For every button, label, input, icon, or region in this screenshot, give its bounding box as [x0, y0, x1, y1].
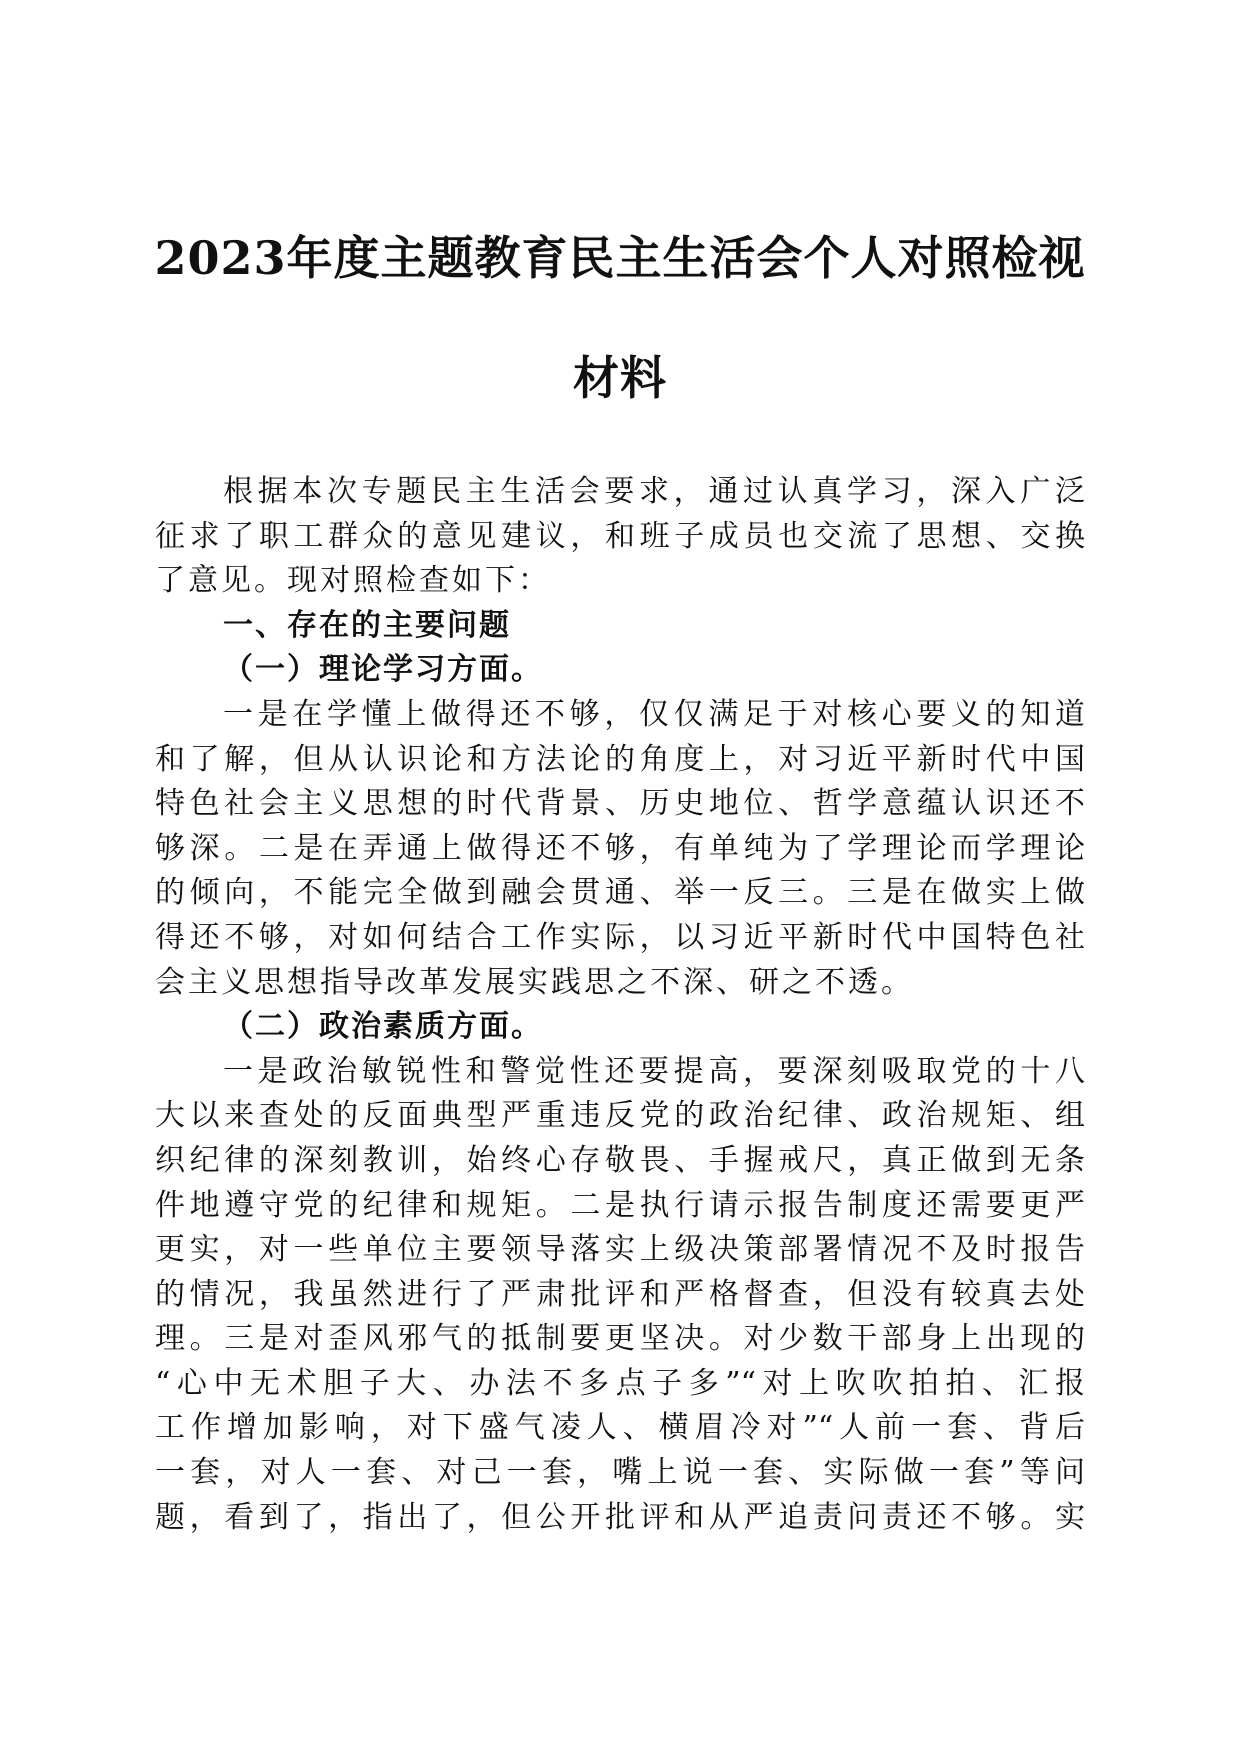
- body-line: 理。三是对歪风邪气的抵制要更坚决。对少数干部身上出现的: [155, 1321, 1085, 1357]
- body-line: 一是政治敏锐性和警觉性还要提高，要深刻吸取党的十八: [223, 1053, 1085, 1089]
- body-line: “心中无术胆子大、办法不多点子多”“对上吹吹拍拍、汇报: [155, 1365, 1085, 1401]
- body-line: 和了解，但从认识论和方法论的角度上，对习近平新时代中国: [155, 741, 1085, 777]
- body-line: 织纪律的深刻教训，始终心存敬畏、手握戒尺，真正做到无条: [155, 1142, 1085, 1178]
- body-line: 特色社会主义思想的时代背景、历史地位、哲学意蕴认识还不: [155, 786, 1085, 822]
- body-line: 了意见。现对照检查如下：: [155, 563, 551, 599]
- body-line: 工作增加影响，对下盛气凌人、横眉冷对”“人前一套、背后: [155, 1410, 1085, 1446]
- document-body: [155, 470, 1085, 1540]
- body-line: 会主义思想指导改革发展实践思之不深、研之不透。: [155, 964, 914, 1000]
- document-title-line-2: 材料: [573, 351, 667, 405]
- body-line: 题，看到了，指出了，但公开批评和从严追责问责还不够。实: [155, 1499, 1085, 1535]
- document-title-line-1: 2023年度主题教育民主生活会个人对照检视: [154, 231, 1086, 285]
- body-line: 的倾向，不能完全做到融会贯通、举一反三。三是在做实上做: [155, 875, 1085, 911]
- subsection-heading: （一）理论学习方面。: [223, 652, 543, 688]
- section-heading: 一、存在的主要问题: [223, 607, 511, 643]
- body-line: 一套，对人一套、对己一套，嘴上说一套、实际做一套”等问: [155, 1455, 1085, 1491]
- subsection-heading: （二）政治素质方面。: [223, 1009, 543, 1045]
- body-line: 大以来查处的反面典型严重违反党的政治纪律、政治规矩、组: [155, 1098, 1085, 1134]
- body-line: 征求了职工群众的意见建议，和班子成员也交流了思想、交换: [155, 518, 1085, 554]
- body-line: 够深。二是在弄通上做得还不够，有单纯为了学理论而学理论: [155, 830, 1085, 866]
- body-line: 根据本次专题民主生活会要求，通过认真学习，深入广泛: [223, 474, 1085, 509]
- body-line: 一是在学懂上做得还不够，仅仅满足于对核心要义的知道: [223, 696, 1085, 732]
- body-line: 件地遵守党的纪律和规矩。二是执行请示报告制度还需要更严: [155, 1187, 1085, 1223]
- body-line: 更实，对一些单位主要领导落实上级决策部署情况不及时报告: [155, 1232, 1085, 1268]
- body-line: 的情况，我虽然进行了严肃批评和严格督查，但没有较真去处: [155, 1276, 1085, 1312]
- body-line: 得还不够，对如何结合工作实际，以习近平新时代中国特色社: [155, 919, 1085, 955]
